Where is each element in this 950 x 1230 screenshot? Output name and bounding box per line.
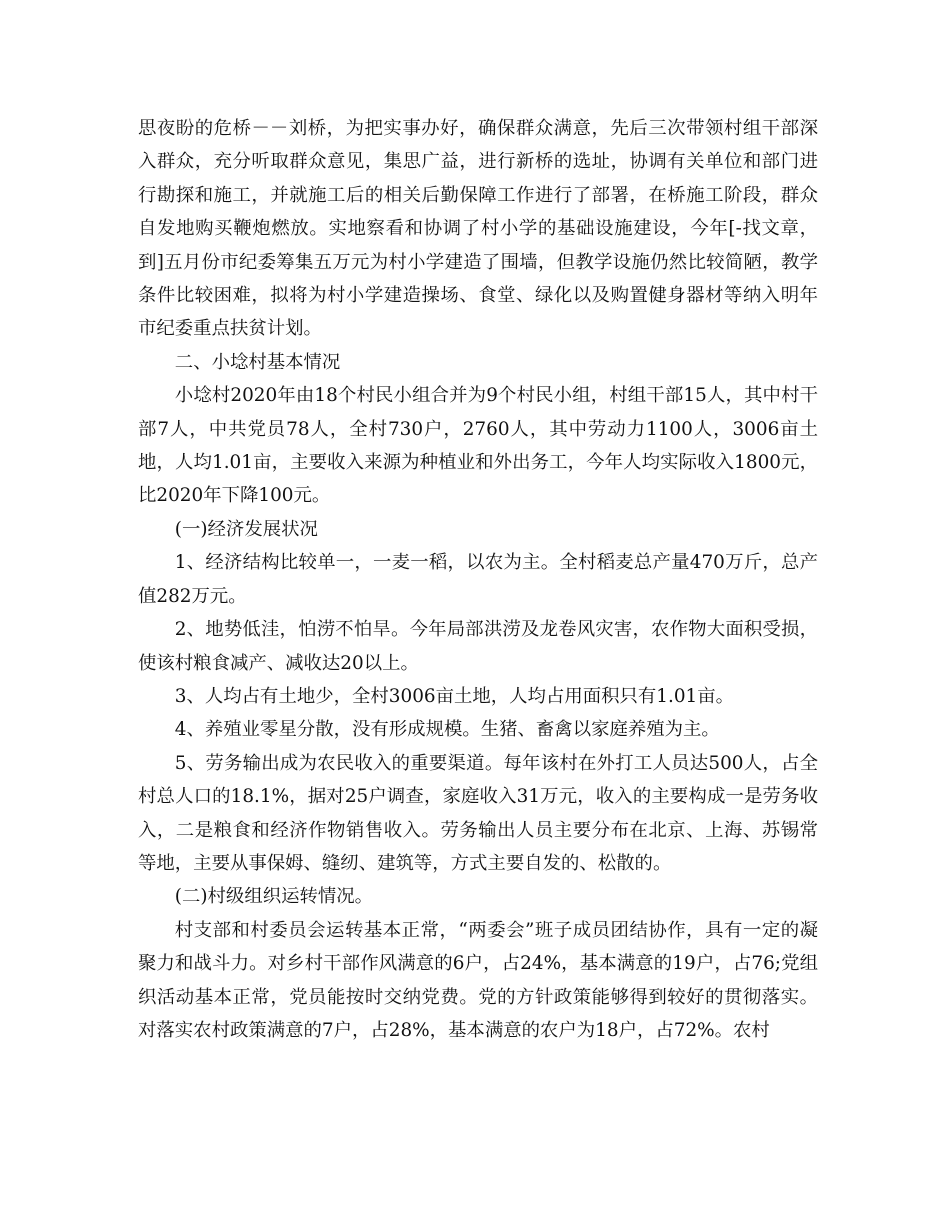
- section-heading-village-overview: 二、小埝村基本情况: [174, 351, 341, 373]
- paragraph-village-stats: 小埝村2020年由18个村民小组合并为9个村民小组，村组干部15人，其中村干部7人，中共党员78人，全村730户，2760人，其中劳动力1100人，3006亩土地，人均1.01亩，主要收入来源为种植业和外出务工，今年人均实际收入1800元，比2020年下降100元。: [138, 385, 818, 507]
- list-item-livestock: 4、养殖业零星分散，没有形成规模。生猪、畜禽以家庭养殖为主。: [174, 719, 720, 741]
- document-body: [138, 112, 818, 1047]
- paragraph-organization: 村支部和村委员会运转基本正常，“两委会”班子成员团结协作，具有一定的凝聚力和战斗力。对乡村干部作风满意的6户，占24%，基本满意的19户，占76;党组织活动基本正常，党员能按时交纳党费。党的方针政策能够得到较好的贯彻落实。对落实农村政策满意的7户，占28%，基本满意的农户为18户，占72%。农村: [138, 919, 818, 1041]
- paragraph-continuation: 思夜盼的危桥－－刘桥，为把实事办好，确保群众满意，先后三次带领村组干部深入群众，充分听取群众意见，集思广益，进行新桥的选址，协调有关单位和部门进行勘探和施工，并就施工后的相关后勤保障工作进行了部署，在桥施工阶段，群众自发地购买鞭炮燃放。实地察看和协调了村小学的基础设施建设，今年[-找文章，到]五月份市纪委筹集五万元为村小学建造了围墙，但教学设施仍然比较简陋，教学条件比较困难，拟将为村小学建造操场、食堂、绿化以及购置健身器材等纳入明年市纪委重点扶贫计划。: [138, 118, 818, 340]
- subsection-heading-economy: (一)经济发展状况: [174, 518, 318, 540]
- list-item-land: 3、人均占有土地少，全村3006亩土地，人均占用面积只有1.01亩。: [174, 685, 735, 707]
- list-item-terrain: 2、地势低洼，怕涝不怕旱。今年局部洪涝及龙卷风灾害，农作物大面积受损，使该村粮食减产、减收达20以上。: [138, 619, 818, 674]
- subsection-heading-organization: (二)村级组织运转情况。: [174, 886, 374, 908]
- list-item-labor-export: 5、劳务输出成为农民收入的重要渠道。每年该村在外打工人员达500人，占全村总人口的18.1%，据对25户调查，家庭收入31万元，收入的主要构成一是劳务收入，二是粮食和经济作物销售收入。劳务输出人员主要分布在北京、上海、苏锡常等地，主要从事保姆、缝纫、建筑等，方式主要自发的、松散的。: [138, 752, 818, 874]
- list-item-economic-structure: 1、经济结构比较单一，一麦一稻，以农为主。全村稻麦总产量470万斤，总产值282万元。: [138, 552, 818, 607]
